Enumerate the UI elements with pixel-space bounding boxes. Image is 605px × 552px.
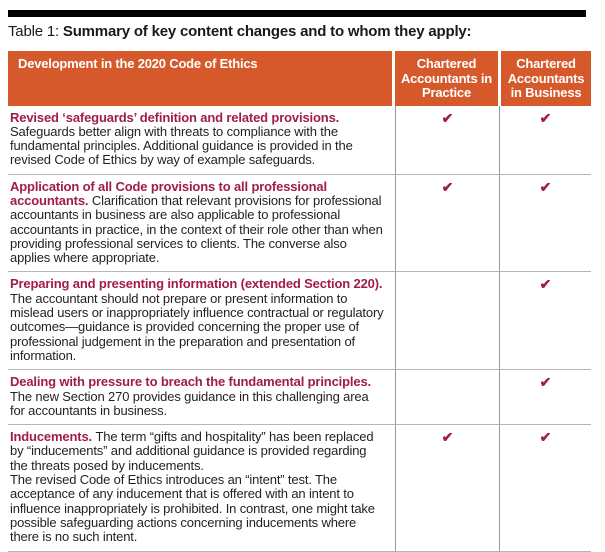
header-cell-practice: Chartered Accountants in Practice [395, 51, 498, 106]
check-icon: ✔ [539, 109, 552, 126]
business-check-cell [499, 370, 591, 424]
business-check-cell [499, 272, 591, 369]
check-icon: ✔ [539, 276, 552, 293]
business-check-cell [499, 175, 591, 272]
development-cell [8, 272, 395, 369]
practice-check-cell [395, 175, 499, 272]
check-icon: ✔ [441, 178, 454, 195]
ethics-table [8, 51, 591, 552]
row-heading: Revised ‘safeguards’ definition and related provisions. [10, 109, 340, 125]
row-body: The accountant should not prepare or present information to mislead users or inappropriately influence contractual or regulatory outcomes—guidance is provided concerning the proper use of professional judgement in the preparation and presentation of information. [10, 290, 384, 363]
development-cell [8, 370, 395, 424]
table-title [8, 22, 605, 41]
check-icon: ✔ [441, 429, 454, 446]
header-cell-development: Development in the 2020 Code of Ethics [8, 51, 392, 106]
table-row [8, 106, 591, 175]
header-cell-business: Chartered Accountants in Business [501, 51, 591, 106]
top-divider-bar [8, 10, 586, 17]
table-row [8, 272, 591, 370]
development-cell [8, 425, 395, 550]
development-cell [8, 175, 395, 272]
row-heading: Application of all Code provisions to all professional accountants. [10, 178, 327, 208]
table-row [8, 175, 591, 273]
row-body: The new Section 270 provides guidance in this challenging area for accountants in business. [10, 388, 369, 418]
practice-check-cell [395, 425, 499, 550]
business-check-cell [499, 425, 591, 550]
business-check-cell [499, 106, 591, 174]
practice-check-cell [395, 106, 499, 174]
table-header-row [8, 51, 591, 106]
check-icon: ✔ [539, 374, 552, 391]
check-icon: ✔ [539, 178, 552, 195]
check-icon: ✔ [441, 109, 454, 126]
table-title-prefix: Table 1: [8, 23, 59, 40]
row-body: Clarification that relevant provisions for professional accountants in business are also applicable to professional accountants in practice, in the context of their role other than when providing professional services to clients. The converse also applies where appropriate. [10, 192, 383, 266]
row-heading: Dealing with pressure to breach the fundamental principles. [10, 374, 372, 390]
row-body: The term “gifts and hospitality” has been replaced by “inducements” and additional guidance is provided regarding the threats posed by inducements. [10, 429, 374, 473]
practice-check-cell [395, 272, 499, 369]
row-heading: Preparing and presenting information (extended Section 220). [10, 276, 383, 292]
development-cell [8, 106, 395, 174]
table-row [8, 425, 591, 551]
table-body [8, 106, 591, 552]
row-body-2: The revised Code of Ethics introduces an “intent” test. The acceptance of any inducement that is offered with an intent to influence inappropriately is prohibited. In contrast, one might take possible safeguarding actions concerning inducements where there is no such intent. [10, 472, 375, 545]
check-icon: ✔ [539, 429, 552, 446]
row-heading: Inducements. [10, 429, 92, 445]
row-body: Safeguards better align with threats to compliance with the fundamental principles. Additional guidance is provided in the revised Code of Ethics by way of example safeguards. [10, 123, 353, 168]
practice-check-cell [395, 370, 499, 424]
table-title-text: Summary of key content changes and to whom they apply: [62, 23, 472, 40]
table-row [8, 370, 591, 425]
